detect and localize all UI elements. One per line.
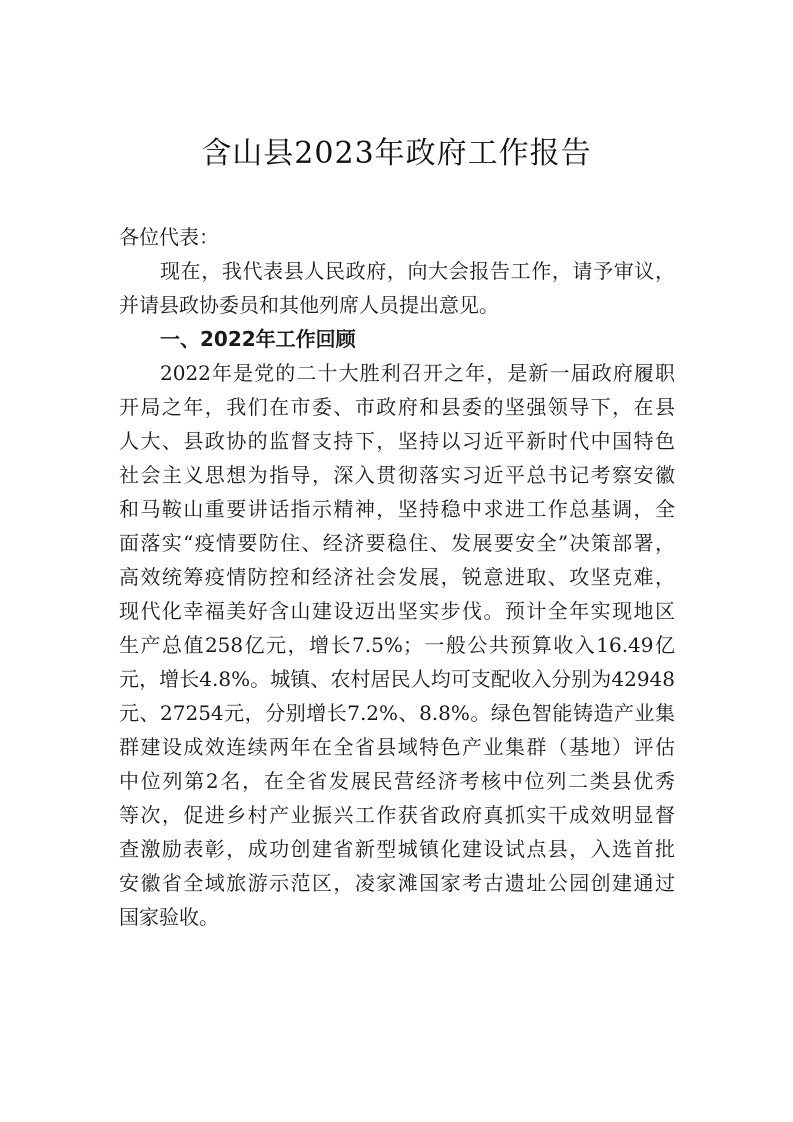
- body-line: 人大、县政协的监督支持下，坚持以习近平新时代中国特色: [119, 429, 675, 453]
- intro-line: 并请县政协委员和其他列席人员提出意见。: [119, 293, 499, 317]
- intro-line: 现在，我代表县人民政府，向大会报告工作，请予审议，: [160, 259, 675, 283]
- body-line: 查激励表彰，成功创建省新型城镇化建设试点县，入选首批: [119, 837, 675, 861]
- document-title: 含山县2023年政府工作报告: [201, 136, 592, 171]
- body-line: 社会主义思想为指导，深入贯彻落实习近平总书记考察安徽: [119, 463, 675, 487]
- greeting: 各位代表：: [119, 225, 219, 249]
- body-line: 等次，促进乡村产业振兴工作获省政府真抓实干成效明显督: [119, 803, 675, 827]
- body-line: 安徽省全域旅游示范区，凌家滩国家考古遗址公园创建通过: [119, 871, 675, 895]
- body-line: 面落实“疫情要防住、经济要稳住、发展要安全”决策部署，: [119, 531, 675, 555]
- body-line: 和马鞍山重要讲话指示精神，坚持稳中求进工作总基调，全: [119, 497, 675, 521]
- body-line: 中位列第2名，在全省发展民营经济考核中位列二类县优秀: [119, 769, 675, 793]
- document-body: [119, 220, 675, 934]
- body-line: 高效统筹疫情防控和经济社会发展，锐意进取、攻坚克难，: [119, 565, 675, 589]
- body-line: 生产总值258亿元，增长7.5%；一般公共预算收入16.49亿: [119, 633, 675, 657]
- body-line: 现代化幸福美好含山建设迈出坚实步伐。预计全年实现地区: [119, 599, 675, 623]
- body-line: 群建设成效连续两年在全省县域特色产业集群（基地）评估: [119, 735, 675, 759]
- body-line: 开局之年，我们在市委、市政府和县委的坚强领导下，在县: [119, 395, 675, 419]
- body-line: 国家验收。: [119, 905, 219, 929]
- body-line: 2022年是党的二十大胜利召开之年，是新一届政府履职: [160, 361, 675, 385]
- body-line: 元、27254元，分别增长7.2%、8.8%。绿色智能铸造产业集: [119, 701, 675, 725]
- section-heading: 一、2022年工作回顾: [160, 327, 356, 351]
- body-line: 元，增长4.8%。城镇、农村居民人均可支配收入分别为42948: [119, 667, 675, 691]
